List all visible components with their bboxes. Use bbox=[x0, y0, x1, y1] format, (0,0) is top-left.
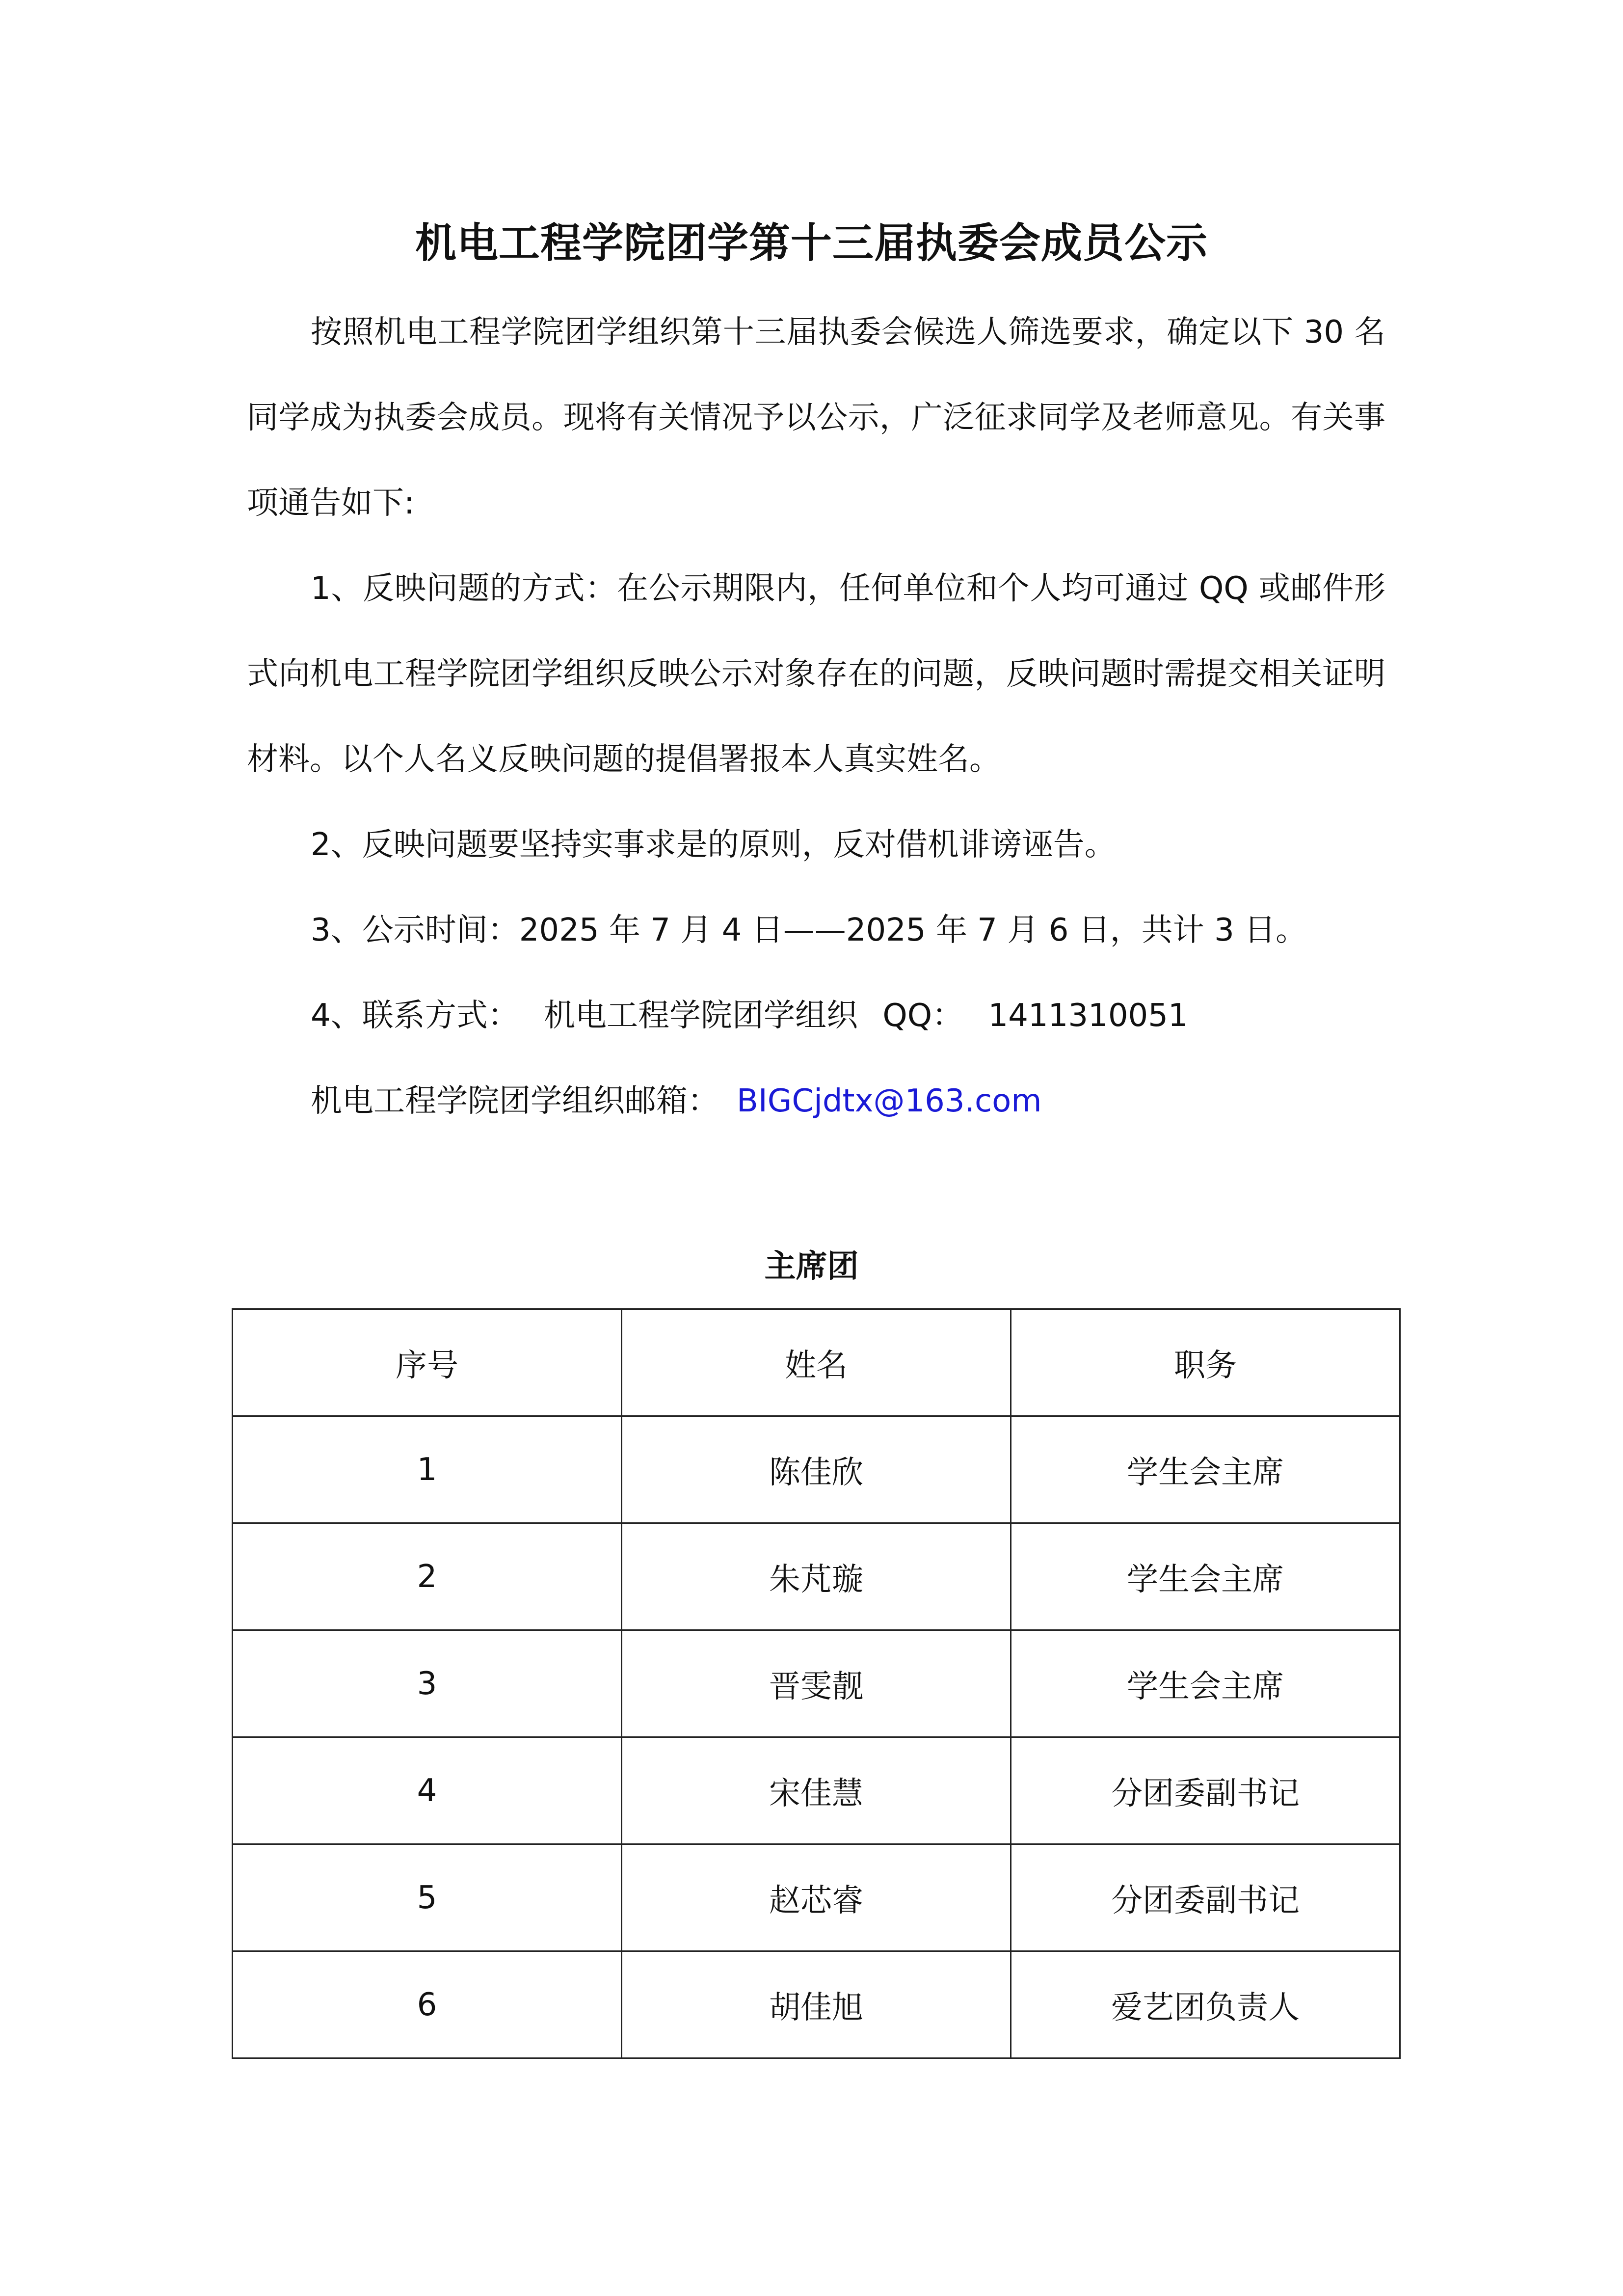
contact-org: 机电工程学院团学组织 bbox=[544, 998, 858, 1034]
table-title: 主席团 bbox=[764, 1248, 859, 1285]
cell-name: 胡佳旭 bbox=[622, 1951, 1011, 2058]
email-label: 机电工程学院团学组织邮箱： bbox=[311, 1083, 719, 1119]
cell-position: 分团委副书记 bbox=[1011, 1737, 1400, 1844]
email-link[interactable]: BIGCjdtx@163.com bbox=[737, 1083, 1042, 1119]
cell-name: 陈佳欣 bbox=[622, 1416, 1011, 1523]
contact-label: 4、联系方式： bbox=[311, 998, 519, 1034]
cell-index: 1 bbox=[233, 1416, 622, 1523]
table-row bbox=[233, 1523, 1400, 1630]
contact-qq-label: QQ： bbox=[882, 998, 964, 1034]
notice-item-2: 2、反映问题要坚持实事求是的原则，反对借机诽谤诬告。 bbox=[311, 827, 1116, 863]
intro-paragraph: 按照机电工程学院团学组织第十三届执委会候选人筛选要求，确定以下 30 名同学成为执委会成员。现将有关情况予以公示，广泛征求同学及老师意见。有关事项通告如下: bbox=[247, 314, 1385, 521]
notice-item-1: 1、反映问题的方式：在公示期限内，任何单位和个人均可通过 QQ 或邮件形式向机电工程学院团学组织反映公示对象存在的问题，反映问题时需提交相关证明材料。以个人名义反映问题的提倡署报本人真实姓名。 bbox=[247, 570, 1385, 778]
notice-item-3: 3、公示时间：2025 年 7 月 4 日——2025 年 7 月 6 日，共计 3 日。 bbox=[311, 912, 1307, 948]
table-row bbox=[233, 1844, 1400, 1951]
header-position: 职务 bbox=[1011, 1309, 1400, 1416]
presidium-table bbox=[232, 1308, 1401, 2059]
cell-index: 4 bbox=[233, 1737, 622, 1844]
cell-position: 分团委副书记 bbox=[1011, 1844, 1400, 1951]
notice-body bbox=[247, 290, 1385, 1144]
page-title: 机电工程学院团学第十三届执委会成员公示 bbox=[415, 219, 1208, 267]
header-name: 姓名 bbox=[622, 1309, 1011, 1416]
table-header-row bbox=[233, 1309, 1400, 1416]
cell-name: 晋雯靓 bbox=[622, 1630, 1011, 1737]
cell-name: 朱芃璇 bbox=[622, 1523, 1011, 1630]
notice-item-4 bbox=[247, 973, 1385, 1058]
cell-position: 学生会主席 bbox=[1011, 1523, 1400, 1630]
cell-index: 2 bbox=[233, 1523, 622, 1630]
table-row bbox=[233, 1737, 1400, 1844]
cell-index: 5 bbox=[233, 1844, 622, 1951]
contact-qq-number: 1411310051 bbox=[988, 998, 1188, 1034]
table-row bbox=[233, 1951, 1400, 2058]
cell-position: 学生会主席 bbox=[1011, 1630, 1400, 1737]
cell-name: 赵芯睿 bbox=[622, 1844, 1011, 1951]
cell-position: 学生会主席 bbox=[1011, 1416, 1400, 1523]
header-index: 序号 bbox=[233, 1309, 622, 1416]
cell-name: 宋佳慧 bbox=[622, 1737, 1011, 1844]
cell-index: 3 bbox=[233, 1630, 622, 1737]
cell-position: 爱艺团负责人 bbox=[1011, 1951, 1400, 2058]
table-row bbox=[233, 1630, 1400, 1737]
cell-index: 6 bbox=[233, 1951, 622, 2058]
table-row bbox=[233, 1416, 1400, 1523]
email-line bbox=[247, 1058, 1385, 1144]
